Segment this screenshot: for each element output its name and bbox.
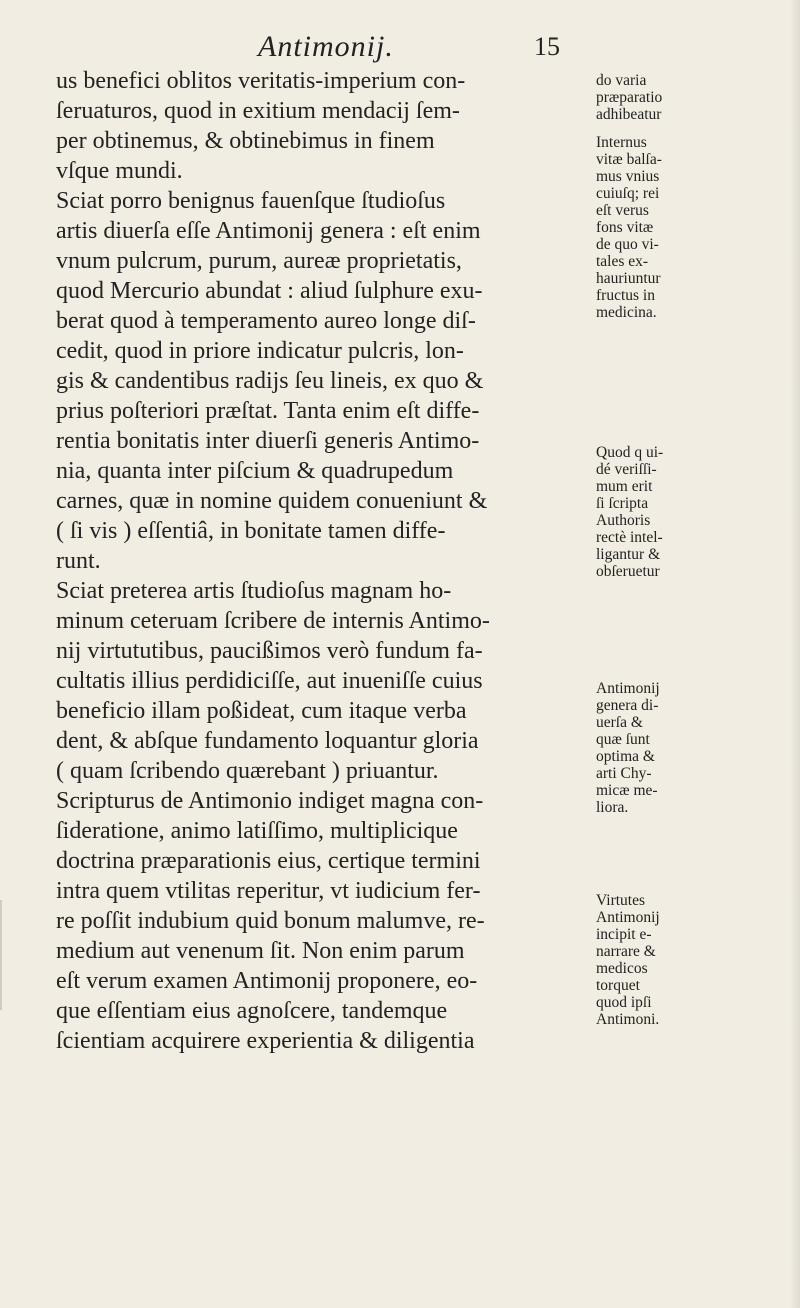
text-line: nia, quanta inter piſcium & quadrupedum — [56, 458, 454, 484]
text-line: eſt verum examen Antimonij proponere, eo- — [56, 968, 478, 994]
running-title: Antimonij. — [258, 30, 394, 63]
margin-note-line: mus vnius — [596, 168, 660, 185]
margin-note-line: torquet — [596, 977, 640, 994]
margin-note-line: do varia — [596, 72, 647, 89]
margin-note-line: dé veriſſi- — [596, 461, 657, 478]
text-line: ſeruaturos, quod in exitium mendacij ſem- — [56, 98, 460, 124]
margin-note-virtutes — [596, 892, 660, 1028]
margin-note-line: cuiuſq; rei — [596, 185, 660, 202]
margin-note-line: micæ me- — [596, 782, 658, 799]
margin-note-line: mum erit — [596, 478, 653, 495]
text-line: beneficio illam poßideat, cum itaque verba — [56, 698, 467, 724]
margin-note-line: obſeruetur — [596, 563, 660, 580]
text-line: cultatis illius perdidiciſſe, aut inueniſſe cuius — [56, 668, 483, 694]
margin-note-line: eſt verus — [596, 202, 649, 219]
margin-note-line: narrare & — [596, 943, 656, 960]
margin-note-line: præparatio — [596, 89, 663, 106]
margin-note-line: Internus — [596, 134, 647, 151]
margin-note-line: vitæ balſa- — [596, 151, 662, 168]
text-line: artis diuerſa eſſe Antimonij genera : eſt enim — [56, 218, 481, 244]
text-line: gis & candentibus radijs ſeu lineis, ex quo & — [56, 368, 484, 394]
text-line: Sciat porro benignus fauenſque ſtudioſus — [56, 188, 446, 214]
text-line: quod Mercurio abundat : aliud ſulphure exu- — [56, 278, 483, 304]
margin-note-line: Antimonij — [596, 680, 660, 697]
text-line: Scripturus de Antimonio indiget magna con- — [56, 788, 484, 814]
text-line: ſcientiam acquirere experientia & diligentia — [56, 1028, 475, 1054]
text-line: vſque mundi. — [56, 158, 183, 184]
margin-note-internus — [596, 134, 662, 321]
text-line: Sciat preterea artis ſtudioſus magnam ho- — [56, 578, 452, 604]
text-line: intra quem vtilitas reperitur, vt iudicium fer- — [56, 878, 481, 904]
text-line: re poſſit indubium quid bonum malumve, re- — [56, 908, 485, 934]
margin-note-line: quæ ſunt — [596, 731, 650, 748]
text-line: nij virtututibus, paucißimos verò fundum fa- — [56, 638, 483, 664]
text-line: medium aut venenum ſit. Non enim parum — [56, 938, 465, 964]
margin-note-line: rectè intel- — [596, 529, 663, 546]
text-line: vnum pulcrum, purum, aureæ proprietatis, — [56, 248, 462, 274]
margin-note-quod-quidem — [596, 444, 663, 580]
text-line: runt. — [56, 548, 101, 574]
text-line: us benefici oblitos veritatis-imperium con- — [56, 68, 466, 94]
text-line: dent, & abſque fundamento loquantur gloria — [56, 728, 479, 754]
margin-note-line: uerſa & — [596, 714, 643, 731]
margin-note-line: quod ipſi — [596, 994, 652, 1011]
text-line: prius poſteriori præſtat. Tanta enim eſt diffe- — [56, 398, 480, 424]
text-line: que eſſentiam eius agnoſcere, tandemque — [56, 998, 448, 1024]
binding-mark — [0, 900, 2, 1010]
margin-note-line: de quo vi- — [596, 236, 659, 253]
margin-note-line: fructus in — [596, 287, 655, 304]
margin-note-line: Authoris — [596, 512, 651, 529]
margin-note-line: arti Chy- — [596, 765, 652, 782]
text-line: ( quam ſcribendo quærebant ) priuantur. — [56, 758, 439, 784]
text-line: ſideratione, animo latiſſimo, multiplicique — [56, 818, 458, 844]
margin-note-line: medicina. — [596, 304, 657, 321]
margin-note-line: hauriuntur — [596, 270, 661, 287]
text-line: rentia bonitatis inter diuerſi generis Antimo- — [56, 428, 480, 454]
text-line: per obtinemus, & obtinebimus in finem — [56, 128, 435, 154]
margin-note-line: incipit e- — [596, 926, 652, 943]
margin-note-line: Antimonij — [596, 909, 660, 926]
margin-note-line: Virtutes — [596, 892, 646, 909]
margin-note-line: fons vitæ — [596, 219, 654, 236]
margin-note-line: ligantur & — [596, 546, 661, 563]
margin-note-line: genera di- — [596, 697, 659, 714]
text-line: berat quod à temperamento aureo longe diſ- — [56, 308, 476, 334]
margin-note-line: liora. — [596, 799, 629, 816]
text-line: doctrina præparationis eius, certique termini — [56, 848, 481, 874]
margin-note-line: Quod q ui- — [596, 444, 664, 461]
margin-note-line: ſi ſcripta — [596, 495, 649, 512]
margin-note-preparatio — [596, 72, 662, 123]
text-line: ( ſi vis ) eſſentiâ, in bonitate tamen diffe- — [56, 518, 446, 544]
margin-note-line: adhibeatur — [596, 106, 662, 123]
margin-note-line: medicos — [596, 960, 648, 977]
page-number: 15 — [534, 32, 560, 61]
text-line: minum ceteruam ſcribere de internis Antimo- — [56, 608, 490, 634]
page-edge-shadow — [790, 0, 800, 1308]
margin-note-line: optima & — [596, 748, 655, 765]
page-header — [0, 30, 800, 70]
main-text-column — [56, 66, 588, 1056]
margin-note-antimonij-genera — [596, 680, 660, 816]
margin-note-line: tales ex- — [596, 253, 649, 270]
text-line: cedit, quod in priore indicatur pulcris, lon- — [56, 338, 464, 364]
text-line: carnes, quæ in nomine quidem conueniunt & — [56, 488, 488, 514]
margin-note-line: Antimoni. — [596, 1011, 660, 1028]
